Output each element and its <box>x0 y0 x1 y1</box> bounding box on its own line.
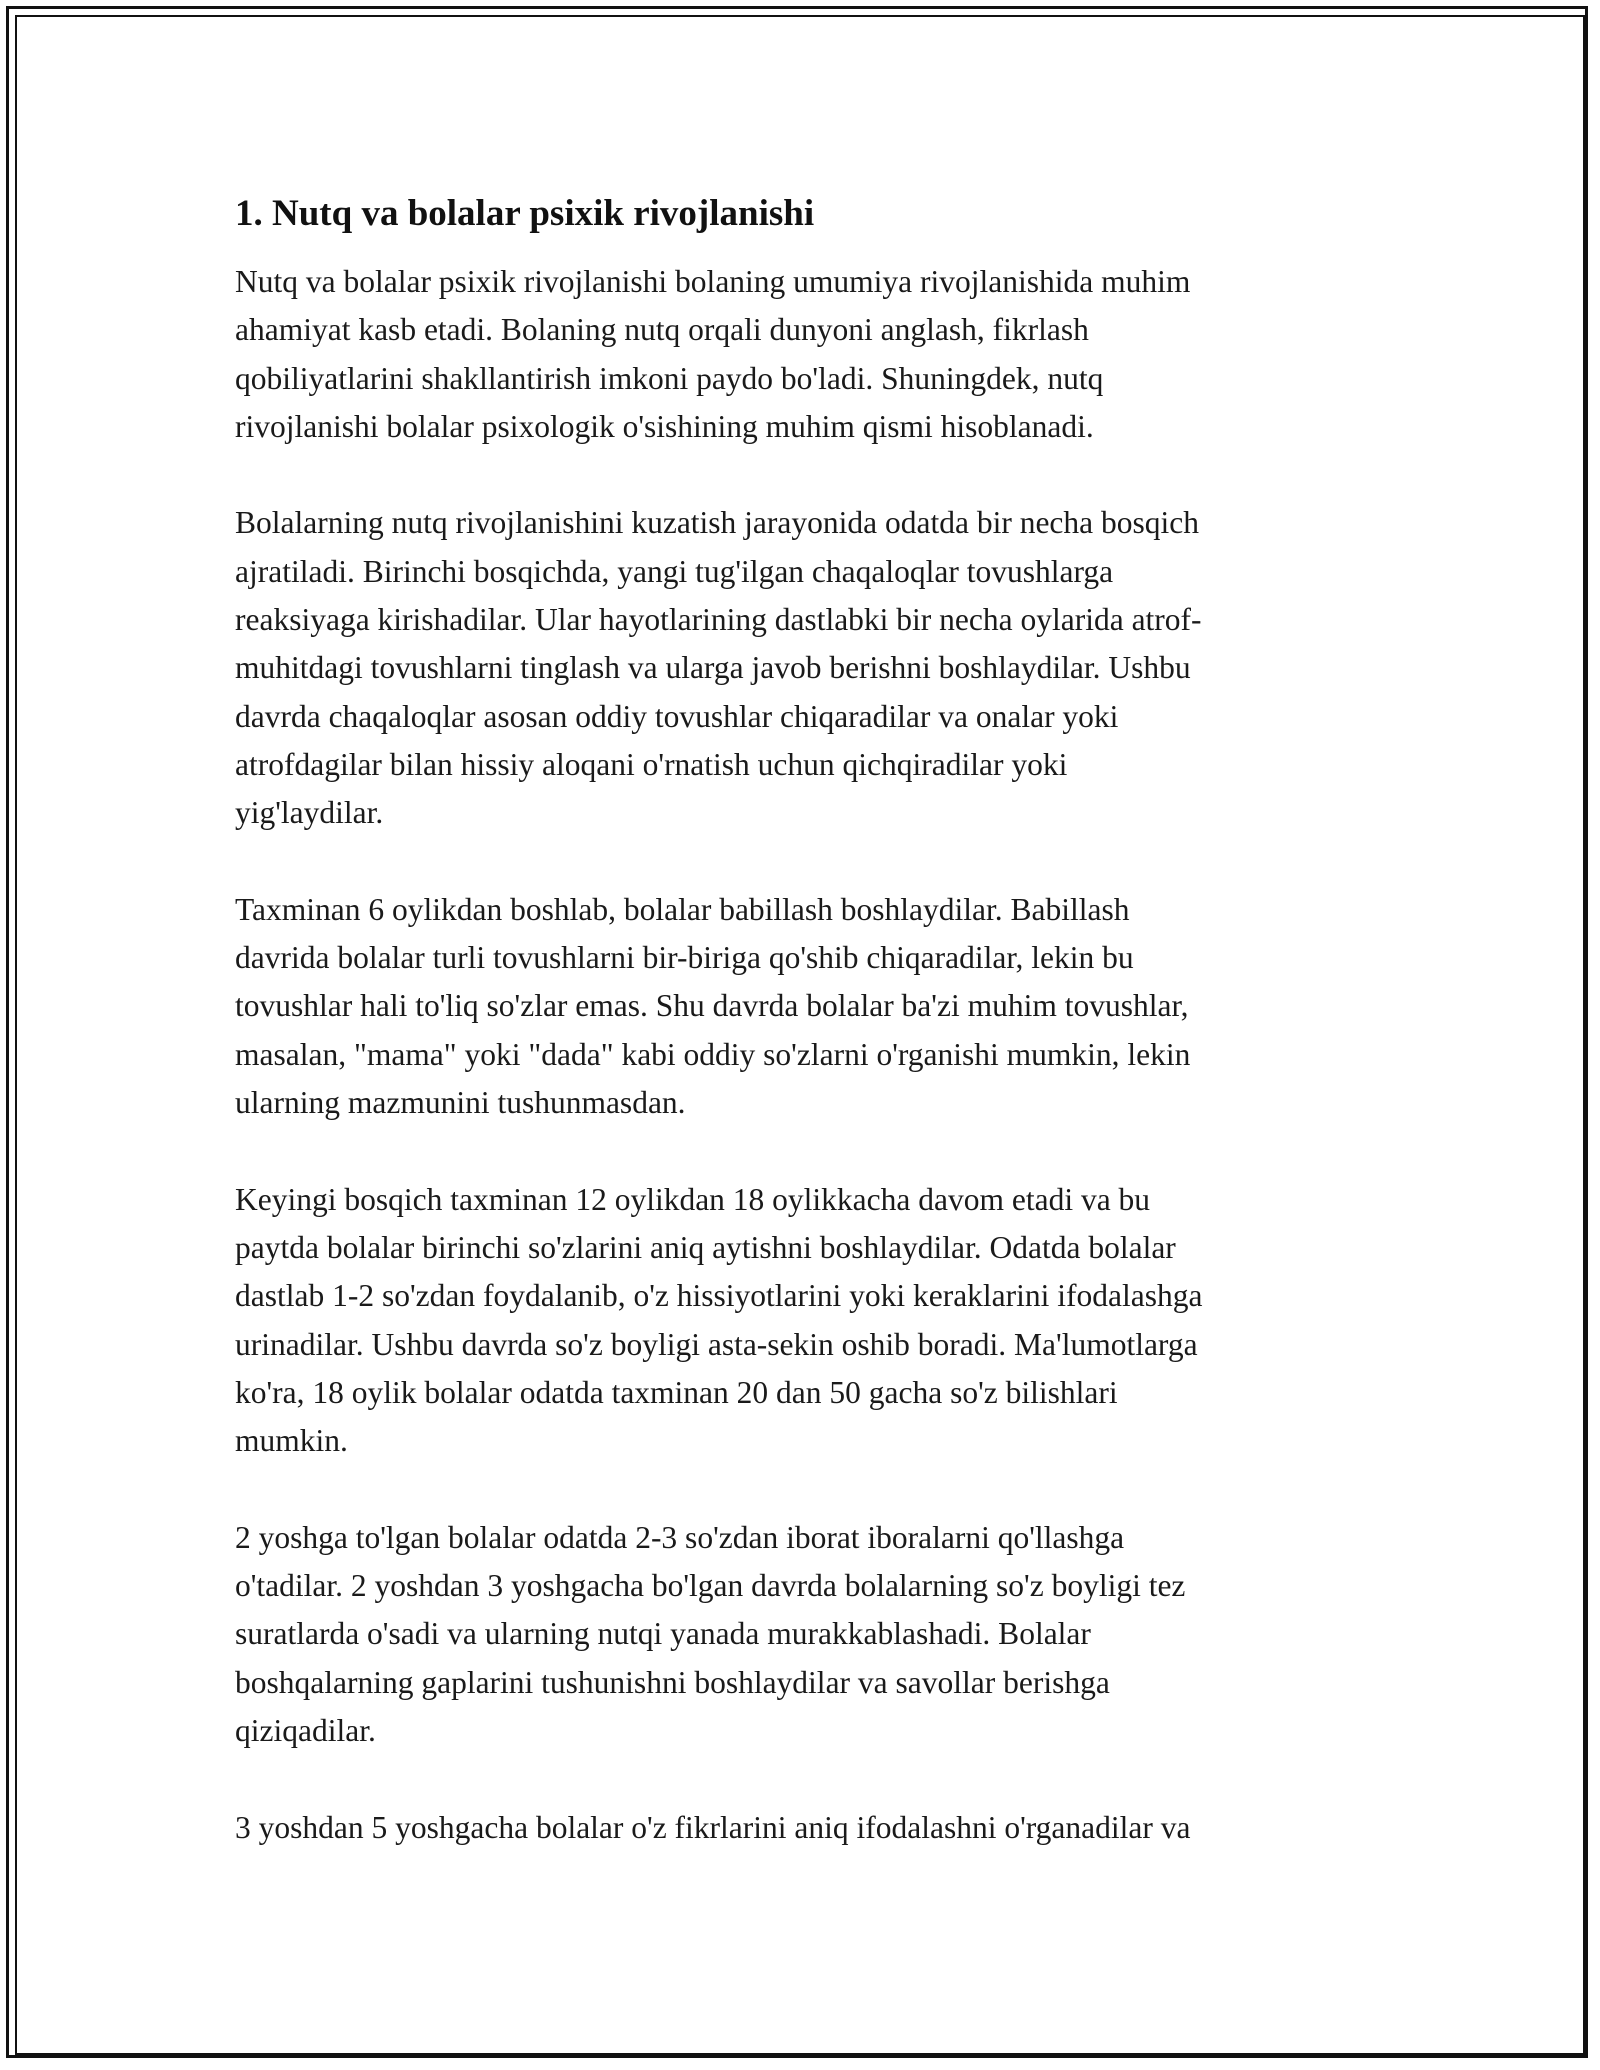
paragraph-line: 3 yoshdan 5 yoshgacha bolalar o'z fikrlarini aniq ifodalashni o'rganadilar va <box>235 1809 1191 1845</box>
paragraph-line: yig'laydilar. <box>235 795 384 831</box>
paragraph <box>235 258 1375 451</box>
paragraph <box>235 1804 1375 1852</box>
paragraph-line: ularning mazmunini tushunmasdan. <box>235 1085 686 1121</box>
paragraph-line: qiziqadilar. <box>235 1712 376 1748</box>
paragraph-line: Nutq va bolalar psixik rivojlanishi bolaning umumiya rivojlanishida muhim <box>235 264 1191 299</box>
paragraph-line: tovushlar hali to'liq so'zlar emas. Shu davrda bolalar ba'zi muhim tovushlar, <box>235 988 1189 1024</box>
paragraph-line: paytda bolalar birinchi so'zlarini aniq aytishni boshlaydilar. Odatda bolalar <box>235 1229 1176 1265</box>
paragraph <box>235 886 1375 1127</box>
paragraph <box>235 499 1375 837</box>
paragraph-line: ko'ra, 18 oylik bolalar odatda taxminan 20 dan 50 gacha so'z bilishlari <box>235 1374 1118 1410</box>
paragraph-line: davrida bolalar turli tovushlarni bir-biriga qo'shib chiqaradilar, lekin bu <box>235 940 1134 976</box>
paragraph-line: masalan, "mama" yoki "dada" kabi oddiy so'zlarni o'rganishi mumkin, lekin <box>235 1036 1191 1072</box>
paragraph-line: rivojlanishi bolalar psixologik o'sishining muhim qismi hisoblanadi. <box>235 408 1094 444</box>
document-body <box>235 190 1375 1900</box>
paragraph <box>235 1176 1375 1466</box>
paragraph-line: davrda chaqaloqlar asosan oddiy tovushlar chiqaradilar va onalar yoki <box>235 698 1119 734</box>
paragraph-line: ajratiladi. Birinchi bosqichda, yangi tug'ilgan chaqaloqlar tovushlarga <box>235 553 1114 589</box>
section-heading: 1. Nutq va bolalar psixik rivojlanishi <box>235 193 815 234</box>
paragraph-line: Keyingi bosqich taxminan 12 oylikdan 18 oylikkacha davom etadi va bu <box>235 1181 1151 1217</box>
paragraph-line: Taxminan 6 oylikdan boshlab, bolalar babillash boshlaydilar. Babillash <box>235 891 1130 927</box>
paragraph-line: o'tadilar. 2 yoshdan 3 yoshgacha bo'lgan davrda bolalarning so'z boyligi tez <box>235 1568 1186 1604</box>
paragraph-line: atrofdagilar bilan hissiy aloqani o'rnatish uchun qichqiradilar yoki <box>235 746 1068 782</box>
paragraph-line: 2 yoshga to'lgan bolalar odatda 2-3 so'zdan iborat iboralarni qo'llashga <box>235 1519 1125 1555</box>
paragraph-line: dastlab 1-2 so'zdan foydalanib, o'z hissiyotlarini yoki keraklarini ifodalashga <box>235 1278 1203 1314</box>
paragraph-line: boshqalarning gaplarini tushunishni boshlaydilar va savollar berishga <box>235 1664 1110 1700</box>
paragraph-line: suratlarda o'sadi va ularning nutqi yanada murakkablashadi. Bolalar <box>235 1616 1091 1652</box>
paragraph-line: ahamiyat kasb etadi. Bolaning nutq orqali dunyoni anglash, fikrlash <box>235 312 1089 348</box>
paragraph-line: qobiliyatlarini shakllantirish imkoni paydo bo'ladi. Shuningdek, nutq <box>235 360 1104 396</box>
paragraph <box>235 1514 1375 1755</box>
paragraph-line: mumkin. <box>235 1423 348 1459</box>
paragraph-list <box>235 258 1375 1852</box>
paragraph-line: Bolalarning nutq rivojlanishini kuzatish jarayonida odatda bir necha bosqich <box>235 505 1200 541</box>
paragraph-line: muhitdagi tovushlarni tinglash va ularga javob berishni boshlaydilar. Ushbu <box>235 650 1191 686</box>
paragraph-line: urinadilar. Ushbu davrda so'z boyligi asta-sekin oshib boradi. Ma'lumotlarga <box>235 1326 1198 1362</box>
paragraph-line: reaksiyaga kirishadilar. Ular hayotlarining dastlabki bir necha oylarida atrof- <box>235 602 1202 638</box>
